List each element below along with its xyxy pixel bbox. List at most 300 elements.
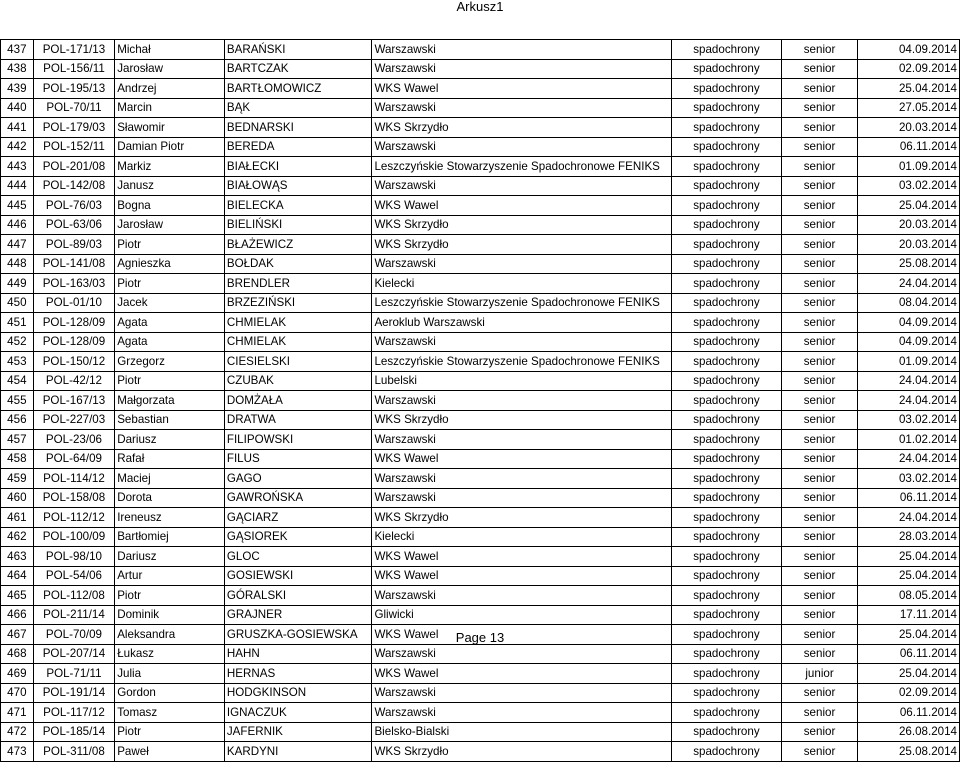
date-cell: 25.04.2014 — [858, 566, 960, 586]
last-name-cell: FILUS — [224, 449, 372, 469]
table-row — [1, 332, 960, 352]
row-number-cell: 458 — [1, 449, 34, 469]
discipline-cell: spadochrony — [672, 488, 782, 508]
date-cell: 26.08.2014 — [858, 722, 960, 742]
row-number-cell: 457 — [1, 430, 34, 450]
last-name-cell: BŁAŻEWICZ — [224, 235, 372, 255]
date-cell: 24.04.2014 — [858, 449, 960, 469]
date-cell: 25.04.2014 — [858, 196, 960, 216]
discipline-cell: spadochrony — [672, 274, 782, 294]
club-cell: Aeroklub Warszawski — [372, 313, 672, 333]
club-cell: WKS Wawel — [372, 625, 672, 645]
license-id-cell: POL-128/09 — [33, 313, 115, 333]
first-name-cell: Bogna — [115, 196, 225, 216]
license-id-cell: POL-152/11 — [33, 137, 115, 157]
discipline-cell: spadochrony — [672, 196, 782, 216]
last-name-cell: BRENDLER — [224, 274, 372, 294]
row-number-cell: 449 — [1, 274, 34, 294]
last-name-cell: BIELIŃSKI — [224, 215, 372, 235]
category-cell: senior — [781, 683, 858, 703]
category-cell: senior — [781, 137, 858, 157]
date-cell: 03.02.2014 — [858, 176, 960, 196]
first-name-cell: Agnieszka — [115, 254, 225, 274]
table-row — [1, 274, 960, 294]
license-id-cell: POL-112/08 — [33, 586, 115, 606]
club-cell: Kielecki — [372, 274, 672, 294]
last-name-cell: BOŁDAK — [224, 254, 372, 274]
row-number-cell: 450 — [1, 293, 34, 313]
first-name-cell: Dariusz — [115, 430, 225, 450]
club-cell: Bielsko-Bialski — [372, 722, 672, 742]
last-name-cell: DRATWA — [224, 410, 372, 430]
first-name-cell: Dorota — [115, 488, 225, 508]
club-cell: Leszczyńskie Stowarzyszenie Spadochronowe FENIKS — [372, 352, 672, 372]
discipline-cell: spadochrony — [672, 293, 782, 313]
row-number-cell: 453 — [1, 352, 34, 372]
first-name-cell: Małgorzata — [115, 391, 225, 411]
date-cell: 24.04.2014 — [858, 371, 960, 391]
row-number-cell: 448 — [1, 254, 34, 274]
first-name-cell: Piotr — [115, 371, 225, 391]
discipline-cell: spadochrony — [672, 98, 782, 118]
date-cell: 04.09.2014 — [858, 332, 960, 352]
table-row — [1, 586, 960, 606]
table-row — [1, 703, 960, 723]
discipline-cell: spadochrony — [672, 527, 782, 547]
table-row — [1, 313, 960, 333]
license-id-cell: POL-156/11 — [33, 59, 115, 79]
license-id-cell: POL-150/12 — [33, 352, 115, 372]
discipline-cell: spadochrony — [672, 59, 782, 79]
first-name-cell: Jarosław — [115, 59, 225, 79]
category-cell: senior — [781, 527, 858, 547]
license-id-cell: POL-01/10 — [33, 293, 115, 313]
table-row — [1, 371, 960, 391]
license-id-cell: POL-76/03 — [33, 196, 115, 216]
first-name-cell: Piotr — [115, 586, 225, 606]
last-name-cell: GAGO — [224, 469, 372, 489]
discipline-cell: spadochrony — [672, 449, 782, 469]
row-number-cell: 440 — [1, 98, 34, 118]
first-name-cell: Agata — [115, 313, 225, 333]
club-cell: Warszawski — [372, 332, 672, 352]
date-cell: 06.11.2014 — [858, 703, 960, 723]
category-cell: senior — [781, 98, 858, 118]
last-name-cell: BIAŁECKI — [224, 157, 372, 177]
club-cell: Warszawski — [372, 469, 672, 489]
club-cell: WKS Wawel — [372, 196, 672, 216]
date-cell: 28.03.2014 — [858, 527, 960, 547]
date-cell: 06.11.2014 — [858, 644, 960, 664]
table-row — [1, 215, 960, 235]
first-name-cell: Julia — [115, 664, 225, 684]
category-cell: senior — [781, 410, 858, 430]
category-cell: senior — [781, 215, 858, 235]
discipline-cell: spadochrony — [672, 586, 782, 606]
license-id-cell: POL-141/08 — [33, 254, 115, 274]
last-name-cell: CZUBAK — [224, 371, 372, 391]
discipline-cell: spadochrony — [672, 215, 782, 235]
row-number-cell: 467 — [1, 625, 34, 645]
discipline-cell: spadochrony — [672, 469, 782, 489]
discipline-cell: spadochrony — [672, 722, 782, 742]
category-cell: senior — [781, 118, 858, 138]
first-name-cell: Aleksandra — [115, 625, 225, 645]
license-id-cell: POL-98/10 — [33, 547, 115, 567]
last-name-cell: GRUSZKA-GOSIEWSKA — [224, 625, 372, 645]
club-cell: Warszawski — [372, 137, 672, 157]
license-id-cell: POL-207/14 — [33, 644, 115, 664]
row-number-cell: 451 — [1, 313, 34, 333]
first-name-cell: Agata — [115, 332, 225, 352]
club-cell: Warszawski — [372, 488, 672, 508]
category-cell: senior — [781, 469, 858, 489]
club-cell: WKS Wawel — [372, 547, 672, 567]
discipline-cell: spadochrony — [672, 40, 782, 60]
club-cell: WKS Skrzydło — [372, 410, 672, 430]
date-cell: 06.11.2014 — [858, 488, 960, 508]
row-number-cell: 471 — [1, 703, 34, 723]
first-name-cell: Dariusz — [115, 547, 225, 567]
category-cell: senior — [781, 313, 858, 333]
last-name-cell: BRZEZIŃSKI — [224, 293, 372, 313]
last-name-cell: GOSIEWSKI — [224, 566, 372, 586]
category-cell: junior — [781, 664, 858, 684]
discipline-cell: spadochrony — [672, 176, 782, 196]
row-number-cell: 470 — [1, 683, 34, 703]
table-row — [1, 722, 960, 742]
club-cell: WKS Skrzydło — [372, 508, 672, 528]
date-cell: 25.08.2014 — [858, 742, 960, 762]
first-name-cell: Piotr — [115, 235, 225, 255]
row-number-cell: 444 — [1, 176, 34, 196]
last-name-cell: GĄCIARZ — [224, 508, 372, 528]
date-cell: 02.09.2014 — [858, 683, 960, 703]
row-number-cell: 437 — [1, 40, 34, 60]
discipline-cell: spadochrony — [672, 430, 782, 450]
license-id-cell: POL-42/12 — [33, 371, 115, 391]
club-cell: Warszawski — [372, 586, 672, 606]
table-row — [1, 430, 960, 450]
last-name-cell: GĄSIOREK — [224, 527, 372, 547]
last-name-cell: CHMIELAK — [224, 332, 372, 352]
discipline-cell: spadochrony — [672, 313, 782, 333]
license-id-cell: POL-191/14 — [33, 683, 115, 703]
table-row — [1, 391, 960, 411]
table-row — [1, 508, 960, 528]
category-cell: senior — [781, 254, 858, 274]
license-id-cell: POL-211/14 — [33, 605, 115, 625]
club-cell: Lubelski — [372, 371, 672, 391]
category-cell: senior — [781, 40, 858, 60]
date-cell: 06.11.2014 — [858, 137, 960, 157]
club-cell: WKS Skrzydło — [372, 118, 672, 138]
club-cell: WKS Skrzydło — [372, 215, 672, 235]
row-number-cell: 452 — [1, 332, 34, 352]
category-cell: senior — [781, 449, 858, 469]
table-row — [1, 469, 960, 489]
first-name-cell: Damian Piotr — [115, 137, 225, 157]
row-number-cell: 466 — [1, 605, 34, 625]
table-row — [1, 293, 960, 313]
table-row — [1, 98, 960, 118]
category-cell: senior — [781, 176, 858, 196]
last-name-cell: HAHN — [224, 644, 372, 664]
club-cell: Warszawski — [372, 644, 672, 664]
last-name-cell: GÓRALSKI — [224, 586, 372, 606]
category-cell: senior — [781, 722, 858, 742]
last-name-cell: BARTCZAK — [224, 59, 372, 79]
license-id-cell: POL-112/12 — [33, 508, 115, 528]
first-name-cell: Jacek — [115, 293, 225, 313]
date-cell: 27.05.2014 — [858, 98, 960, 118]
first-name-cell: Tomasz — [115, 703, 225, 723]
club-cell: WKS Skrzydło — [372, 235, 672, 255]
discipline-cell: spadochrony — [672, 118, 782, 138]
last-name-cell: CIESIELSKI — [224, 352, 372, 372]
first-name-cell: Janusz — [115, 176, 225, 196]
first-name-cell: Jarosław — [115, 215, 225, 235]
club-cell: WKS Wawel — [372, 566, 672, 586]
category-cell: senior — [781, 274, 858, 294]
license-id-cell: POL-142/08 — [33, 176, 115, 196]
table-row — [1, 157, 960, 177]
row-number-cell: 454 — [1, 371, 34, 391]
club-cell: Warszawski — [372, 59, 672, 79]
table-row — [1, 547, 960, 567]
row-number-cell: 439 — [1, 79, 34, 99]
discipline-cell: spadochrony — [672, 235, 782, 255]
category-cell: senior — [781, 235, 858, 255]
discipline-cell: spadochrony — [672, 410, 782, 430]
last-name-cell: CHMIELAK — [224, 313, 372, 333]
license-id-cell: POL-185/14 — [33, 722, 115, 742]
license-id-cell: POL-201/08 — [33, 157, 115, 177]
license-id-cell: POL-23/06 — [33, 430, 115, 450]
last-name-cell: HERNAS — [224, 664, 372, 684]
license-id-cell: POL-100/09 — [33, 527, 115, 547]
club-cell: Kielecki — [372, 527, 672, 547]
table-row — [1, 59, 960, 79]
last-name-cell: BIELECKA — [224, 196, 372, 216]
date-cell: 02.09.2014 — [858, 59, 960, 79]
category-cell: senior — [781, 547, 858, 567]
date-cell: 04.09.2014 — [858, 40, 960, 60]
club-cell: Warszawski — [372, 391, 672, 411]
discipline-cell: spadochrony — [672, 254, 782, 274]
discipline-cell: spadochrony — [672, 605, 782, 625]
category-cell: senior — [781, 196, 858, 216]
row-number-cell: 468 — [1, 644, 34, 664]
club-cell: Leszczyńskie Stowarzyszenie Spadochronowe FENIKS — [372, 157, 672, 177]
license-id-cell: POL-128/09 — [33, 332, 115, 352]
club-cell: WKS Skrzydło — [372, 742, 672, 762]
discipline-cell: spadochrony — [672, 625, 782, 645]
license-id-cell: POL-89/03 — [33, 235, 115, 255]
first-name-cell: Andrzej — [115, 79, 225, 99]
table-body — [1, 40, 960, 762]
first-name-cell: Sebastian — [115, 410, 225, 430]
date-cell: 20.03.2014 — [858, 235, 960, 255]
category-cell: senior — [781, 293, 858, 313]
row-number-cell: 462 — [1, 527, 34, 547]
category-cell: senior — [781, 508, 858, 528]
license-id-cell: POL-71/11 — [33, 664, 115, 684]
last-name-cell: BARAŃSKI — [224, 40, 372, 60]
discipline-cell: spadochrony — [672, 644, 782, 664]
license-id-cell: POL-311/08 — [33, 742, 115, 762]
discipline-cell: spadochrony — [672, 371, 782, 391]
license-id-cell: POL-54/06 — [33, 566, 115, 586]
category-cell: senior — [781, 79, 858, 99]
last-name-cell: HODGKINSON — [224, 683, 372, 703]
license-id-cell: POL-70/11 — [33, 98, 115, 118]
category-cell: senior — [781, 605, 858, 625]
discipline-cell: spadochrony — [672, 508, 782, 528]
first-name-cell: Łukasz — [115, 644, 225, 664]
category-cell: senior — [781, 586, 858, 606]
club-cell: Warszawski — [372, 430, 672, 450]
row-number-cell: 445 — [1, 196, 34, 216]
license-id-cell: POL-227/03 — [33, 410, 115, 430]
license-id-cell: POL-167/13 — [33, 391, 115, 411]
date-cell: 03.02.2014 — [858, 410, 960, 430]
row-number-cell: 469 — [1, 664, 34, 684]
license-id-cell: POL-195/13 — [33, 79, 115, 99]
club-cell: Warszawski — [372, 176, 672, 196]
first-name-cell: Gordon — [115, 683, 225, 703]
date-cell: 25.08.2014 — [858, 254, 960, 274]
date-cell: 20.03.2014 — [858, 118, 960, 138]
license-id-cell: POL-158/08 — [33, 488, 115, 508]
discipline-cell: spadochrony — [672, 391, 782, 411]
table-row — [1, 488, 960, 508]
discipline-cell: spadochrony — [672, 332, 782, 352]
table-row — [1, 605, 960, 625]
license-id-cell: POL-64/09 — [33, 449, 115, 469]
category-cell: senior — [781, 644, 858, 664]
table-row — [1, 566, 960, 586]
first-name-cell: Marcin — [115, 98, 225, 118]
club-cell: Warszawski — [372, 683, 672, 703]
category-cell: senior — [781, 371, 858, 391]
discipline-cell: spadochrony — [672, 79, 782, 99]
first-name-cell: Bartłomiej — [115, 527, 225, 547]
date-cell: 17.11.2014 — [858, 605, 960, 625]
sheet-title: Arkusz1 — [456, 0, 504, 14]
club-cell: Warszawski — [372, 703, 672, 723]
last-name-cell: GLOC — [224, 547, 372, 567]
table-row — [1, 176, 960, 196]
last-name-cell: BEREDA — [224, 137, 372, 157]
club-cell: Warszawski — [372, 40, 672, 60]
discipline-cell: spadochrony — [672, 683, 782, 703]
license-id-cell: POL-163/03 — [33, 274, 115, 294]
last-name-cell: DOMŻAŁA — [224, 391, 372, 411]
discipline-cell: spadochrony — [672, 742, 782, 762]
category-cell: senior — [781, 566, 858, 586]
table-row — [1, 118, 960, 138]
row-number-cell: 472 — [1, 722, 34, 742]
discipline-cell: spadochrony — [672, 566, 782, 586]
club-cell: Warszawski — [372, 98, 672, 118]
last-name-cell: IGNACZUK — [224, 703, 372, 723]
category-cell: senior — [781, 742, 858, 762]
category-cell: senior — [781, 352, 858, 372]
table-row — [1, 449, 960, 469]
first-name-cell: Piotr — [115, 274, 225, 294]
table-row — [1, 644, 960, 664]
last-name-cell: GAWROŃSKA — [224, 488, 372, 508]
date-cell: 25.04.2014 — [858, 664, 960, 684]
last-name-cell: FILIPOWSKI — [224, 430, 372, 450]
first-name-cell: Markiz — [115, 157, 225, 177]
last-name-cell: BEDNARSKI — [224, 118, 372, 138]
first-name-cell: Ireneusz — [115, 508, 225, 528]
date-cell: 01.02.2014 — [858, 430, 960, 450]
date-cell: 20.03.2014 — [858, 215, 960, 235]
row-number-cell: 465 — [1, 586, 34, 606]
table-row — [1, 742, 960, 762]
table-row — [1, 79, 960, 99]
data-table — [0, 39, 960, 762]
last-name-cell: BIAŁOWĄS — [224, 176, 372, 196]
first-name-cell: Piotr — [115, 722, 225, 742]
license-id-cell: POL-63/06 — [33, 215, 115, 235]
row-number-cell: 443 — [1, 157, 34, 177]
table-row — [1, 410, 960, 430]
table-row — [1, 683, 960, 703]
row-number-cell: 461 — [1, 508, 34, 528]
table-row — [1, 352, 960, 372]
last-name-cell: BĄK — [224, 98, 372, 118]
date-cell: 24.04.2014 — [858, 508, 960, 528]
discipline-cell: spadochrony — [672, 664, 782, 684]
row-number-cell: 447 — [1, 235, 34, 255]
club-cell: Gliwicki — [372, 605, 672, 625]
table-row — [1, 235, 960, 255]
license-id-cell: POL-70/09 — [33, 625, 115, 645]
row-number-cell: 459 — [1, 469, 34, 489]
date-cell: 25.04.2014 — [858, 625, 960, 645]
row-number-cell: 460 — [1, 488, 34, 508]
date-cell: 08.04.2014 — [858, 293, 960, 313]
license-id-cell: POL-171/13 — [33, 40, 115, 60]
row-number-cell: 455 — [1, 391, 34, 411]
first-name-cell: Maciej — [115, 469, 225, 489]
date-cell: 04.09.2014 — [858, 313, 960, 333]
date-cell: 08.05.2014 — [858, 586, 960, 606]
club-cell: Warszawski — [372, 254, 672, 274]
category-cell: senior — [781, 59, 858, 79]
license-id-cell: POL-179/03 — [33, 118, 115, 138]
category-cell: senior — [781, 703, 858, 723]
row-number-cell: 441 — [1, 118, 34, 138]
category-cell: senior — [781, 625, 858, 645]
table-row — [1, 40, 960, 60]
club-cell: WKS Wawel — [372, 449, 672, 469]
row-number-cell: 446 — [1, 215, 34, 235]
last-name-cell: BARTŁOMOWICZ — [224, 79, 372, 99]
page-number: Page 13 — [455, 630, 505, 645]
category-cell: senior — [781, 332, 858, 352]
date-cell: 01.09.2014 — [858, 352, 960, 372]
discipline-cell: spadochrony — [672, 352, 782, 372]
date-cell: 03.02.2014 — [858, 469, 960, 489]
row-number-cell: 438 — [1, 59, 34, 79]
club-cell: WKS Wawel — [372, 79, 672, 99]
date-cell: 25.04.2014 — [858, 79, 960, 99]
